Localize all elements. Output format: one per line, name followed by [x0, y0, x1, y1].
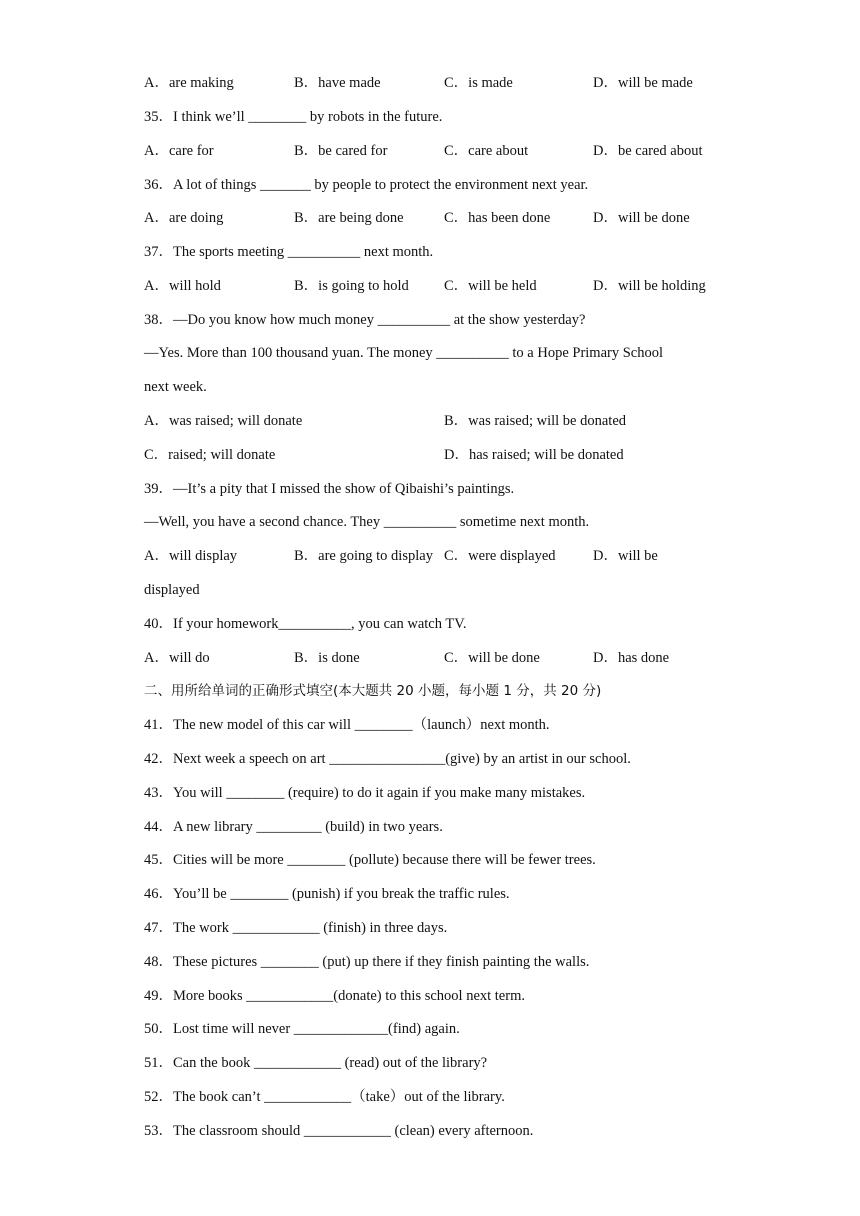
- q36-option-a[interactable]: A．are doing: [144, 210, 224, 226]
- q39-option-d[interactable]: D．will be: [593, 548, 658, 564]
- fill-item-46: 46．You’ll be ________ (punish) if you break the traffic rules.: [144, 886, 510, 902]
- fill-item-49: 49．More books ____________(donate) to this school next term.: [144, 988, 525, 1004]
- q40-option-c[interactable]: C．will be done: [444, 650, 540, 666]
- q36-option-c[interactable]: C．has been done: [444, 210, 551, 226]
- q39-option-d-wrap: displayed: [144, 582, 200, 598]
- q34-option-d[interactable]: D．will be made: [593, 75, 693, 91]
- q38-options-ab: [144, 411, 744, 431]
- q36-option-b[interactable]: B．are being done: [294, 210, 404, 226]
- q34-options: [144, 73, 744, 93]
- q38-option-d[interactable]: D．has raised; will be donated: [444, 447, 624, 463]
- q38-option-a[interactable]: A．was raised; will donate: [144, 413, 303, 429]
- q40-question: 40．If your homework__________, you can watch TV.: [144, 616, 467, 632]
- q39-options: [144, 546, 744, 566]
- q36-option-d[interactable]: D．will be done: [593, 210, 690, 226]
- q38-option-c[interactable]: C．raised; will donate: [144, 447, 276, 463]
- q35-option-a[interactable]: A．care for: [144, 143, 214, 159]
- q40-option-a[interactable]: A．will do: [144, 650, 210, 666]
- q39-option-b[interactable]: B．are going to display: [294, 548, 433, 564]
- q37-question: 37．The sports meeting __________ next month.: [144, 244, 434, 260]
- q35-option-b[interactable]: B．be cared for: [294, 143, 388, 159]
- fill-item-52: 52．The book can’t ____________（take）out of the library.: [144, 1089, 505, 1105]
- q38-question-line3: next week.: [144, 379, 207, 395]
- q40-options: [144, 648, 744, 668]
- fill-item-41: 41．The new model of this car will ________（launch）next month.: [144, 717, 550, 733]
- fill-item-42: 42．Next week a speech on art ________________(give) by an artist in our school.: [144, 751, 631, 767]
- fill-item-48: 48．These pictures ________ (put) up there if they finish painting the walls.: [144, 954, 590, 970]
- q37-option-a[interactable]: A．will hold: [144, 278, 221, 294]
- fill-item-45: 45．Cities will be more ________ (pollute) because there will be fewer trees.: [144, 852, 596, 868]
- fill-item-44: 44．A new library _________ (build) in two years.: [144, 819, 443, 835]
- fill-item-50: 50．Lost time will never _____________(find) again.: [144, 1021, 460, 1037]
- q38-question: 38．—Do you know how much money __________ at the show yesterday?: [144, 312, 586, 328]
- q38-question-line2: —Yes. More than 100 thousand yuan. The money __________ to a Hope Primary School: [144, 345, 663, 361]
- q35-options: [144, 141, 744, 161]
- q35-question: 35．I think we’ll ________ by robots in the future.: [144, 109, 443, 125]
- q39-question-line2: —Well, you have a second chance. They __________ sometime next month.: [144, 514, 590, 530]
- fill-item-43: 43．You will ________ (require) to do it again if you make many mistakes.: [144, 785, 586, 801]
- q34-option-c[interactable]: C．is made: [444, 75, 513, 91]
- q35-option-c[interactable]: C．care about: [444, 143, 529, 159]
- q37-options: [144, 276, 744, 296]
- q40-option-b[interactable]: B．is done: [294, 650, 360, 666]
- q34-option-b[interactable]: B．have made: [294, 75, 381, 91]
- section-heading: 二、用所给单词的正确形式填空(本大题共 20 小题，每小题 1 分，共 20 分): [144, 683, 602, 699]
- q38-options-cd: [144, 445, 744, 465]
- fill-item-51: 51．Can the book ____________ (read) out of the library?: [144, 1055, 488, 1071]
- q39-question: 39．—It’s a pity that I missed the show of Qibaishi’s paintings.: [144, 481, 515, 497]
- q40-option-d[interactable]: D．has done: [593, 650, 670, 666]
- q35-option-d[interactable]: D．be cared about: [593, 143, 703, 159]
- q36-options: [144, 208, 744, 228]
- q36-question: 36．A lot of things _______ by people to protect the environment next year.: [144, 177, 589, 193]
- q34-option-a[interactable]: A．are making: [144, 75, 234, 91]
- q37-option-b[interactable]: B．is going to hold: [294, 278, 409, 294]
- fill-item-47: 47．The work ____________ (finish) in three days.: [144, 920, 448, 936]
- q39-option-c[interactable]: C．were displayed: [444, 548, 556, 564]
- q37-option-d[interactable]: D．will be holding: [593, 278, 706, 294]
- q37-option-c[interactable]: C．will be held: [444, 278, 537, 294]
- fill-item-53: 53．The classroom should ____________ (clean) every afternoon.: [144, 1123, 534, 1139]
- q39-option-a[interactable]: A．will display: [144, 548, 238, 564]
- q38-option-b[interactable]: B．was raised; will be donated: [444, 413, 627, 429]
